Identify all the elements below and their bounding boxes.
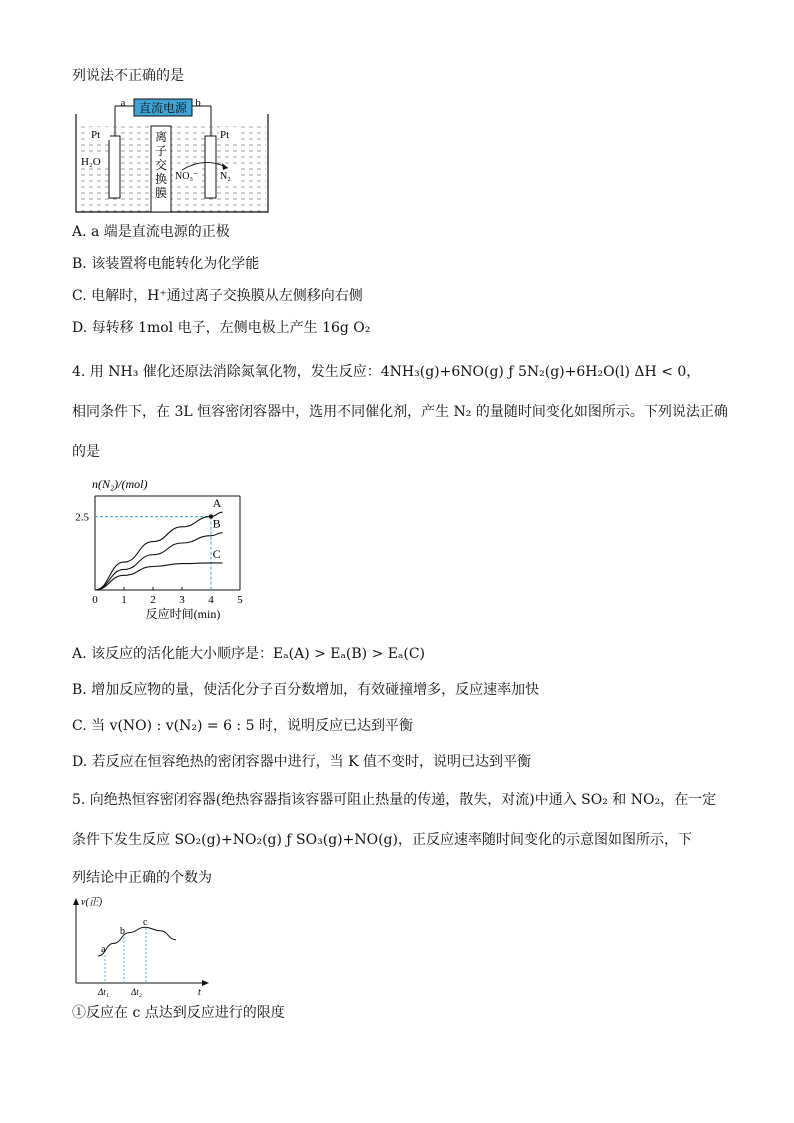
q3-option-d: D. 每转移 1mol 电子，左侧电极上产生 16g O₂: [72, 320, 371, 336]
n2-time-chart: [70, 472, 290, 622]
chart1-y-tick-label: 2.5: [75, 511, 89, 524]
membrane-char-5: 膜: [154, 186, 168, 200]
rate-time-chart: [64, 893, 214, 1001]
chart2-point-b: b: [120, 926, 125, 937]
q5-stem-line-3: 列结论中正确的个数为: [72, 870, 212, 886]
q4-option-a: A. 该反应的活化能大小顺序是：Eₐ(A) > Eₐ(B) > Eₐ(C): [72, 646, 426, 662]
chart2-point-c: c: [143, 917, 148, 928]
chart2-tick-dt2: Δt₂: [131, 987, 142, 997]
chart1-series-C: [95, 563, 223, 590]
q4-option-d: D. 若反应在恒容绝热的密闭容器中进行，当 K 值不变时，说明已达到平衡: [72, 754, 531, 770]
chart1-x-tick-label: 2: [150, 594, 156, 606]
membrane-char-4: 换: [154, 172, 168, 186]
q5-statement-1: ①反应在 c 点达到反应进行的限度: [72, 1005, 285, 1021]
right-electrode: [205, 136, 216, 198]
q3-stem-tail: 列说法不正确的是: [72, 68, 184, 84]
left-pt-label: Pt: [91, 129, 101, 141]
q4-stem-line-3: 的是: [72, 444, 100, 460]
chart1-marked-point: [209, 514, 213, 518]
chart2-xlabel: t: [198, 987, 201, 998]
terminal-a-label: a: [120, 97, 126, 109]
chart1-x-tick-label: 0: [92, 594, 98, 606]
electrolysis-figure: [72, 94, 272, 214]
q3-option-c: C. 电解时，H⁺通过离子交换膜从左侧移向右侧: [72, 288, 363, 304]
chart1-x-tick-label: 4: [208, 594, 214, 606]
chart1-x-tick-label: 3: [179, 594, 185, 606]
chart2-x-arrow: [202, 980, 209, 986]
chart1-xlabel: 反应时间(min): [145, 607, 221, 621]
chart1-ylabel: n(N₂)/(mol): [92, 477, 148, 491]
nitrate-label: NO₃⁻: [175, 171, 199, 182]
q5-stem-line-2: 条件下发生反应 SO₂(g)+NO₂(g) ƒ SO₃(g)+NO(g)，正反应速率随时间变化的示意图如图所示，下: [72, 832, 692, 848]
q3-option-b: B. 该装置将电能转化为化学能: [72, 256, 260, 272]
right-pt-label: Pt: [220, 129, 230, 141]
q4-stem-line-1: 4. 用 NH₃ 催化还原法消除氮氧化物，发生反应：4NH₃(g)+6NO(g) ƒ 5N₂(g)+6H₂O(l) ΔH < 0，: [72, 364, 701, 380]
membrane-char-1: 离: [154, 130, 168, 144]
chart2-point-a: a: [101, 944, 106, 955]
q5-stem-line-1: 5. 向绝热恒容密闭容器(绝热容器指该容器可阻止热量的传递，散失，对流)中通入 SO₂ 和 NO₂，在一定: [72, 792, 717, 808]
q4-stem-line-2: 相同条件下，在 3L 恒容密闭容器中，选用不同催化剂，产生 N₂ 的量随时间变化如图所示。下列说法正确: [72, 404, 728, 420]
chart1-series-B: [95, 533, 223, 590]
q3-option-a: A. a 端是直流电源的正极: [72, 224, 230, 240]
chart2-tick-dt1: Δt₁: [98, 987, 109, 997]
h2o-label: H₂O: [81, 156, 101, 168]
chart1-x-tick-label: 1: [121, 594, 127, 606]
chart2-y-arrow: [73, 898, 79, 905]
q4-option-c: C. 当 v(NO) : v(N₂) = 6 : 5 时，说明反应已达到平衡: [72, 718, 413, 734]
n2-label: N₂: [220, 171, 231, 182]
chart2-ylabel: v(正): [81, 897, 103, 908]
chart1-series-label-B: B: [212, 516, 221, 531]
terminal-b-label: b: [195, 97, 201, 109]
membrane-char-3: 交: [154, 158, 168, 172]
chart1-series-label-A: A: [212, 496, 222, 511]
q4-option-b: B. 增加反应物的量，使活化分子百分数增加，有效碰撞增多，反应速率加快: [72, 682, 540, 698]
membrane-char-2: 子: [154, 144, 168, 158]
chart2-rate-curve: [98, 927, 176, 956]
chart1-series-label-C: C: [212, 546, 221, 561]
chart1-x-tick-label: 5: [237, 594, 243, 606]
left-electrode: [109, 136, 120, 198]
power-supply-label: 直流电源: [138, 101, 188, 115]
